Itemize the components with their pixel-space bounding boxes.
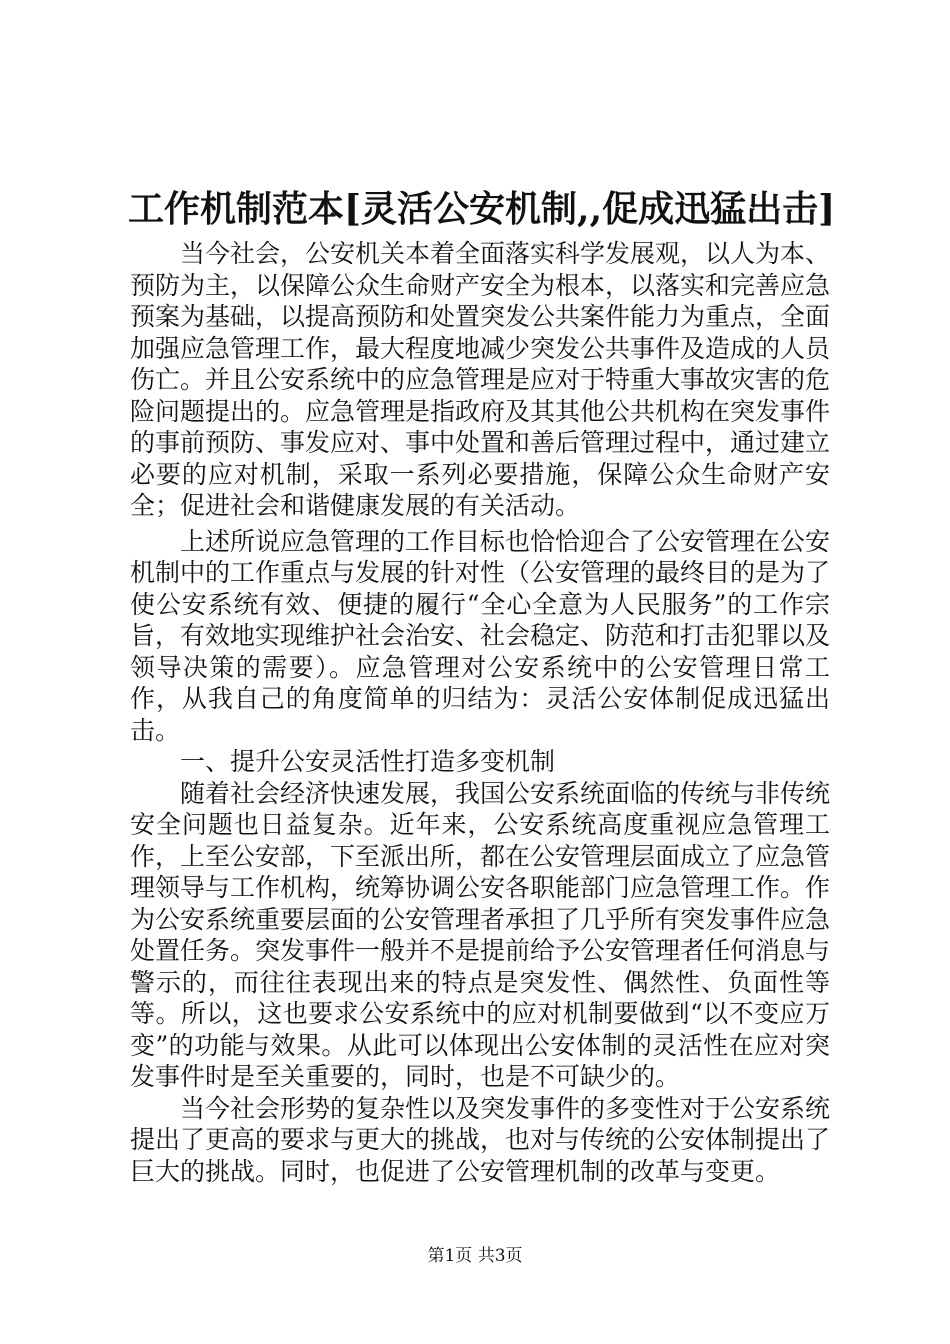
paragraph-4: 当今社会形势的复杂性以及突发事件的多变性对于公安系统提出了更高的要求与更大的挑战，也对与传统的公安体制提出了巨大的挑战。同时，也促进了公安管理机制的改革与变更。 [130, 1093, 831, 1186]
document-body [130, 238, 830, 1191]
paragraph-3: 随着社会经济快速发展，我国公安系统面临的传统与非传统安全问题也日益复杂。近年来，公安系统高度重视应急管理工作，上至公安部，下至派出所，都在公安管理层面成立了应急管理领导与工作机构，统筹协调公安各职能部门应急管理工作。作为公安系统重要层面的公安管理者承担了几乎所有突发事件应急处置任务。突发事件一般并不是提前给予公安管理者任何消息与警示的，而往往表现出来的特点是突发性、偶然性、负面性等等。所以，这也要求公安系统中的应对机制要做到“以不变应万变”的功能与效果。从此可以体现出公安体制的灵活性在应对突发事件时是至关重要的，同时，也是不可缺少的。 [130, 778, 831, 1091]
page-footer: 第1页 共3页 [427, 1246, 523, 1266]
document-title: 工作机制范本[灵活公安机制,,促成迅猛出击] [128, 188, 836, 230]
section-heading: 一、提升公安灵活性打造多变机制 [180, 747, 556, 776]
paragraph-2: 上述所说应急管理的工作目标也恰恰迎合了公安管理在公安机制中的工作重点与发展的针对性（公安管理的最终目的是为了使公安系统有效、便捷的履行“全心全意为人民服务”的工作宗旨，有效地实现维护社会治安、社会稳定、防范和打击犯罪以及领导决策的需要）。应急管理对公安系统中的公安管理日常工作，从我自己的角度简单的归结为：灵活公安体制促成迅猛出击。 [130, 526, 831, 745]
paragraph-1: 当今社会，公安机关本着全面落实科学发展观，以人为本、预防为主，以保障公众生命财产安全为根本，以落实和完善应急预案为基础，以提高预防和处置突发公共案件能力为重点，全面加强应急管理工作，最大程度地减少突发公共事件及造成的人员伤亡。并且公安系统中的应急管理是应对于特重大事故灾害的危险问题提出的。应急管理是指政府及其其他公共机构在突发事件的事前预防、事发应对、事中处置和善后管理过程中，通过建立必要的应对机制，采取一系列必要措施，保障公众生命财产安全；促进社会和谐健康发展的有关活动。 [130, 239, 831, 520]
